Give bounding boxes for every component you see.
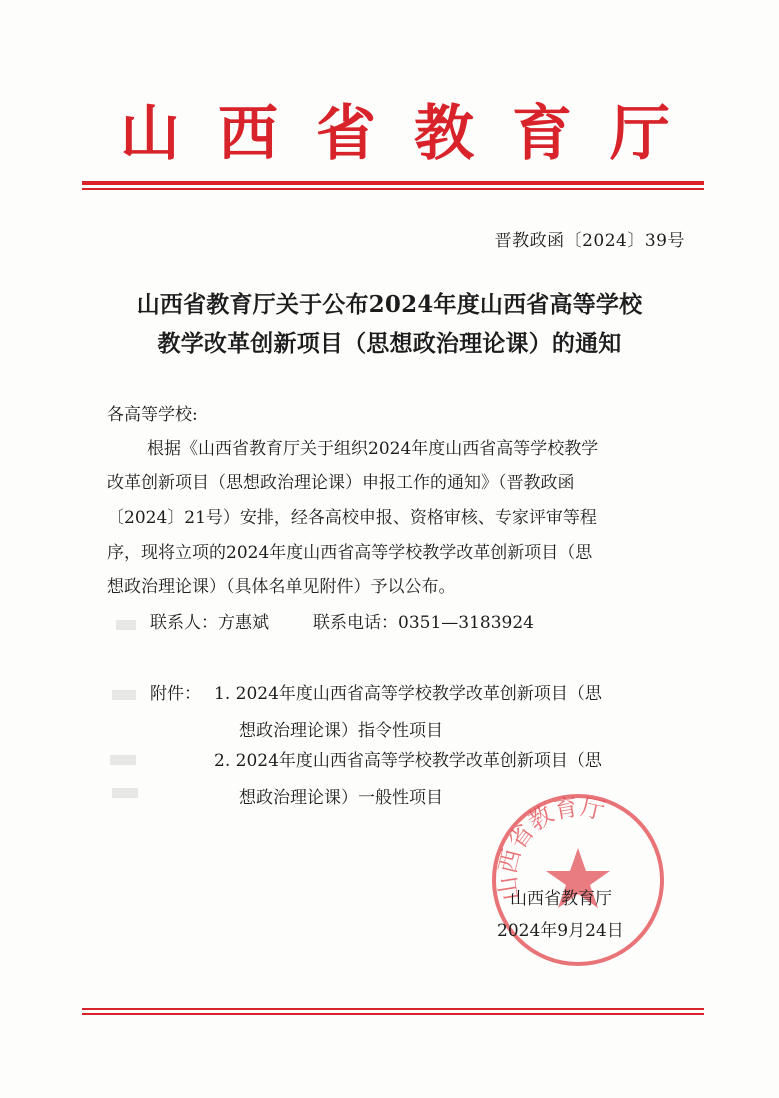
seal-text: 山西省教育厅 bbox=[493, 792, 608, 903]
footer-rule-bottom bbox=[82, 1013, 704, 1015]
paragraph-line: 根据《山西省教育厅关于组织2024年度山西省高等学校教学 bbox=[147, 439, 599, 459]
paragraph-line: 〔2024〕21号）安排，经各高校申报、资格审核、专家评审等程 bbox=[107, 508, 597, 528]
issuer-char: 省 bbox=[316, 99, 376, 169]
attachment-line: 2. 2024年度山西省高等学校教学改革创新项目（思 bbox=[214, 751, 602, 771]
attachment-item bbox=[214, 679, 602, 741]
scan-artifact bbox=[112, 788, 138, 798]
attachment-line: 1. 2024年度山西省高等学校教学改革创新项目（思 bbox=[214, 684, 602, 704]
issuer-char: 西 bbox=[218, 99, 278, 169]
issuer-char: 山 bbox=[120, 99, 180, 169]
header-rule-thin bbox=[82, 188, 704, 190]
scan-artifact bbox=[110, 755, 136, 765]
attachments-label: 附件： bbox=[150, 684, 201, 704]
paragraph-line: 序，现将立项的2024年度山西省高等学校教学改革创新项目（思 bbox=[107, 543, 593, 563]
scan-artifact bbox=[116, 620, 136, 630]
document-number: 晋教政函〔2024〕39号 bbox=[494, 231, 685, 251]
document-title-line-1: 山西省教育厅关于公布2024年度山西省高等学校 bbox=[136, 291, 643, 318]
salutation: 各高等学校: bbox=[107, 405, 198, 425]
attachment-line: 想政治理论课）指令性项目 bbox=[239, 721, 443, 741]
contact-info bbox=[150, 608, 534, 633]
header-rule-thick bbox=[82, 181, 704, 185]
official-seal bbox=[488, 790, 668, 970]
attachment-line: 想政治理论课）一般性项目 bbox=[239, 788, 443, 808]
signature-date: 2024年9月24日 bbox=[497, 921, 624, 941]
paragraph-line: 想政治理论课）（具体名单见附件）予以公布。 bbox=[107, 577, 456, 597]
issuer-char: 厅 bbox=[610, 99, 670, 169]
contact-phone: 联系电话：0351—3183924 bbox=[313, 613, 534, 633]
document-title-line-2: 教学改革创新项目（思想政治理论课）的通知 bbox=[157, 330, 622, 357]
paragraph-line: 改革创新项目（思想政治理论课）申报工作的通知》（晋教政函 bbox=[107, 473, 575, 493]
signature-org: 山西省教育厅 bbox=[510, 889, 612, 909]
footer-rule-top bbox=[82, 1008, 704, 1010]
issuer-header bbox=[120, 94, 670, 174]
issuer-char: 教 bbox=[414, 99, 474, 169]
issuer-char: 育 bbox=[512, 99, 572, 169]
contact-person: 联系人：方惠斌 bbox=[150, 613, 269, 633]
scan-artifact bbox=[112, 690, 136, 700]
